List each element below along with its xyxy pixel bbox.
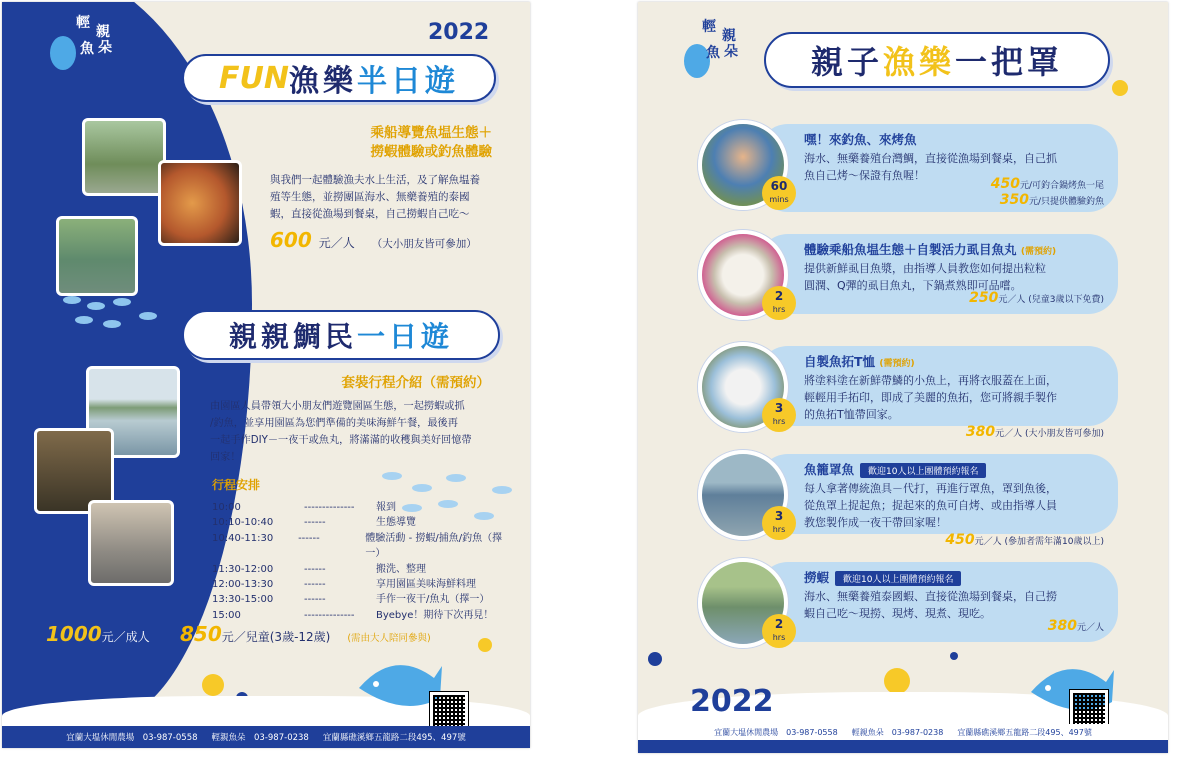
desc-line: 提供新鮮虱目魚漿，由指導人員教您如何提出粒粒 — [804, 262, 1046, 275]
decor-dot — [884, 668, 910, 694]
logo-char: 魚 — [80, 41, 94, 57]
schedule-item: Byebye！期待下次再見！ — [376, 609, 494, 621]
footer-contact — [2, 726, 530, 748]
banner-highlight: 一日遊 — [357, 320, 454, 353]
desc-line: 蝦自己吃～現撈、現烤、現煮、現吃。 — [804, 607, 991, 620]
schedule-item: 體驗活動 - 撈蝦/捕魚/釣魚（擇一） — [365, 532, 503, 560]
price-line — [1048, 618, 1104, 634]
price-line — [991, 176, 1104, 192]
logo-char: 魚 — [706, 45, 720, 61]
adult-price — [46, 622, 150, 646]
schedule-time: 15:00 — [212, 609, 241, 621]
schedule-time: 10:40-11:30 — [212, 532, 274, 544]
reservation-note: (需預約) — [1020, 247, 1057, 257]
activity-title — [804, 568, 961, 586]
package-subtitle: 套裝行程介紹（需預約） — [341, 375, 490, 391]
price-amount: 450 — [945, 532, 975, 548]
fun-text: FUN — [219, 60, 289, 96]
group-booking-tag: 歡迎10人以上團體預約報名 — [860, 463, 986, 478]
logo-char: 親 — [96, 24, 110, 40]
activity-description — [804, 372, 1104, 423]
schedule-dash: ------ — [298, 532, 320, 544]
schedule-row — [212, 531, 512, 562]
schedule-time: 13:30-15:00 — [212, 594, 274, 606]
duration-value: 2 — [774, 289, 784, 303]
child-price — [180, 622, 431, 646]
activity-title — [804, 460, 986, 478]
schedule-dash: ------ — [304, 594, 326, 606]
decor-dot — [478, 638, 492, 652]
fish-school-icon — [52, 290, 182, 340]
activity-description — [804, 260, 1104, 294]
footer-farm: 宜蘭大塭休閒農場 03-987-0558 — [66, 733, 198, 743]
schedule-time: 10:00 — [212, 502, 241, 513]
schedule-title: 行程安排 — [212, 478, 261, 492]
price-amount: 350 — [999, 192, 1029, 208]
qr-code[interactable] — [1070, 690, 1108, 728]
schedule-row — [212, 592, 512, 607]
desc-line: 輕輕用手拓印，即成了美麗的魚拓，您可將親手製作 — [804, 391, 1057, 404]
photo-grilled-shrimp — [158, 160, 242, 246]
price-amount: 380 — [965, 424, 996, 440]
schedule-row — [212, 577, 512, 592]
price-unit: 元／人 (兒童3歲以下免費) — [998, 295, 1104, 305]
price-amount: 600 — [270, 228, 312, 252]
desc-line: 蝦，直接從漁場到餐桌，自己撈蝦自己吃～ — [270, 208, 470, 220]
duration-unit: hrs — [772, 305, 786, 314]
photo-family-market — [88, 500, 174, 586]
activity-title-text: 自製魚拓T恤 — [804, 354, 876, 369]
activity-price — [945, 532, 1104, 548]
footer-address: 宜蘭縣礁溪鄉五龍路二段495、497號 — [322, 733, 466, 743]
price-line — [991, 192, 1104, 208]
desc-line: 殖等生態，並撈團區海水、無藥養殖的泰國 — [270, 191, 470, 203]
price-unit: 元／人 (參加者需年滿10歲以上) — [974, 537, 1104, 547]
decor-dot — [648, 652, 662, 666]
price-note: （大小朋友皆可參加） — [371, 238, 477, 250]
logo-char: 輕 — [76, 15, 90, 31]
half-day-price — [270, 228, 477, 252]
activity-title — [804, 130, 917, 148]
desc-line: /釣魚，並享用園區為您們準備的美味海鮮午餐，最後再 — [210, 418, 458, 429]
decor-dot — [202, 674, 224, 696]
logo-char: 朵 — [724, 44, 738, 60]
banner-text: 親子 — [810, 43, 883, 81]
schedule-row — [212, 608, 512, 623]
schedule-dash: ------ — [304, 579, 326, 591]
price-amount: 450 — [990, 176, 1020, 192]
half-day-subtitle — [302, 124, 492, 162]
footer-brand: 輕親魚朵 03-987-0238 — [211, 733, 309, 743]
logo-char: 輕 — [702, 19, 716, 35]
schedule-time: 10:10-10:40 — [212, 517, 274, 529]
duration-unit: mins — [769, 195, 789, 204]
desc-line: 教您製作成一夜干帶回家喔！ — [804, 516, 947, 529]
activity-title-text: 體驗乘船魚塭生態＋自製活力虱目魚丸 — [804, 242, 1017, 257]
desc-line: 每人拿著傳統漁具－代打，再進行罩魚，罩到魚後， — [804, 482, 1057, 495]
schedule-item: 享用園區美味海鮮料理 — [376, 579, 476, 591]
banner-text: 一把罩 — [955, 43, 1064, 81]
schedule-dash: ------ — [304, 517, 326, 529]
duration-badge — [762, 286, 796, 320]
brand-logo — [62, 15, 112, 76]
decor-dot — [950, 652, 958, 660]
reservation-note: (需預約) — [879, 359, 915, 369]
schedule-item: 報到 — [376, 502, 396, 513]
schedule-dash: ------ — [304, 563, 326, 575]
flyer-half-day-tour — [2, 2, 530, 748]
duration-value: 3 — [774, 509, 784, 523]
activity-price — [1048, 618, 1104, 634]
activity-title — [804, 352, 915, 370]
price-unit: 元／人 (大小朋友皆可參加) — [995, 429, 1104, 439]
desc-line: 一起手作DIY－一夜干或魚丸，將滿滿的收穫與美好回憶帶 — [210, 435, 472, 446]
duration-badge — [762, 176, 796, 210]
duration-badge — [762, 398, 796, 432]
schedule-time: 11:30-12:00 — [212, 563, 274, 575]
footer-contact — [638, 724, 1168, 740]
activity-description — [804, 480, 1104, 531]
activity-title-text: 撈蝦 — [804, 570, 830, 585]
photo-family-pond — [82, 118, 166, 196]
schedule-dash: -------------- — [304, 609, 355, 621]
duration-value: 60 — [770, 179, 788, 193]
year-label: 2022 — [690, 684, 774, 719]
banner-highlight: 半日遊 — [356, 64, 459, 99]
duration-unit: hrs — [772, 525, 786, 534]
desc-line: 將塗料塗在新鮮帶鱗的小魚上，再將衣服蓋在上面， — [804, 374, 1057, 387]
schedule-row — [212, 562, 512, 577]
decor-dot — [1112, 80, 1128, 96]
duration-value: 3 — [774, 401, 784, 415]
price-line — [969, 290, 1104, 306]
duration-badge — [762, 506, 796, 540]
desc-line: 從魚罩上捉起魚；捉起來的魚可自烤、或由指導人員 — [804, 499, 1057, 512]
desc-line: 海水、無藥養殖泰國蝦、直接從漁場到餐桌，自己撈 — [804, 590, 1057, 603]
logo-char: 朵 — [98, 40, 112, 56]
banner-text: 親親鯛民 — [228, 320, 357, 353]
group-booking-tag: 歡迎10人以上團體預約報名 — [835, 571, 961, 586]
duration-value: 2 — [774, 617, 784, 631]
duration-unit: hrs — [772, 417, 786, 426]
banner-half-day-title — [182, 54, 496, 102]
footer-farm: 宜蘭大塭休閒農場 03-987-0558 — [714, 727, 838, 737]
activity-title-text: 嘿！來釣魚、來烤魚 — [804, 132, 917, 147]
desc-line: 與我們一起體驗漁夫水上生活，及了解魚塭養 — [270, 174, 480, 186]
schedule-dash: -------------- — [304, 502, 355, 513]
price-line — [966, 424, 1104, 440]
price-unit: 元／成人 — [101, 630, 150, 644]
flyer-family-activities — [638, 2, 1168, 753]
schedule-item: 搬洗、整理 — [376, 563, 426, 575]
banner-text: 漁樂 — [288, 64, 357, 99]
price-amount: 380 — [1047, 618, 1077, 634]
price-amount: 850 — [180, 622, 222, 646]
banner-one-day-title — [182, 310, 500, 360]
duration-unit: hrs — [772, 633, 786, 642]
price-unit: 元／人 — [1076, 623, 1104, 633]
qr-code[interactable] — [430, 692, 468, 730]
schedule-item: 生態導覽 — [376, 517, 416, 529]
banner-highlight: 漁樂 — [882, 43, 955, 81]
price-unit: 元/可釣合鍋烤魚一尾 — [1019, 181, 1104, 191]
schedule-time: 12:00-13:30 — [212, 579, 274, 591]
desc-line: 魚自己烤～保證有魚喔！ — [804, 169, 925, 182]
logo-char: 親 — [722, 28, 736, 44]
fish-school-icon — [372, 464, 522, 534]
activity-price — [991, 176, 1104, 208]
activity-title-text: 魚籠罩魚 — [804, 462, 855, 477]
photo-wading-pond — [56, 216, 138, 296]
activity-price — [966, 424, 1104, 440]
desc-line: 回家！ — [210, 452, 241, 463]
price-unit: 元／兒童(3歲-12歲) — [221, 630, 331, 644]
activity-title — [804, 240, 1056, 258]
subtitle-line: 乘船導覽魚塭生態＋ — [370, 125, 492, 141]
footer-brand: 輕親魚朵 03-987-0238 — [851, 727, 944, 737]
price-amount: 1000 — [46, 622, 102, 646]
activity-price — [969, 290, 1104, 306]
one-day-description — [210, 398, 510, 466]
fish-logo-icon — [50, 36, 76, 70]
subtitle-line: 撈蝦體驗或釣魚體驗 — [370, 144, 492, 160]
price-amount: 250 — [969, 290, 999, 306]
price-note: (需由大人陪同參與) — [347, 633, 431, 644]
desc-line: 的魚拓T恤帶回家。 — [804, 408, 899, 421]
desc-line: 圓潤、Q彈的虱目魚丸，下鍋煮熟即可品嚐。 — [804, 279, 1022, 292]
footer-stripe — [638, 740, 1168, 753]
banner-family-title — [764, 32, 1110, 88]
footer-address: 宜蘭縣礁溪鄉五龍路二段495、497號 — [957, 727, 1092, 737]
brand-logo — [702, 19, 738, 80]
duration-badge — [762, 614, 796, 648]
activity-description — [804, 588, 1104, 622]
schedule-item: 手作一夜干/魚丸（擇一） — [376, 594, 490, 606]
price-line — [945, 532, 1104, 548]
half-day-description — [270, 172, 502, 223]
desc-line: 海水、無藥養殖台灣鯛，直接從漁場到餐桌，自己抓 — [804, 152, 1057, 165]
price-unit: 元／人 — [318, 236, 355, 250]
year-label: 2022 — [428, 20, 490, 45]
price-unit: 元/只提供體驗釣魚 — [1028, 197, 1104, 207]
desc-line: 由園區人員帶領大小朋友們遊覽園區生態，一起撈蝦或抓 — [210, 401, 465, 412]
